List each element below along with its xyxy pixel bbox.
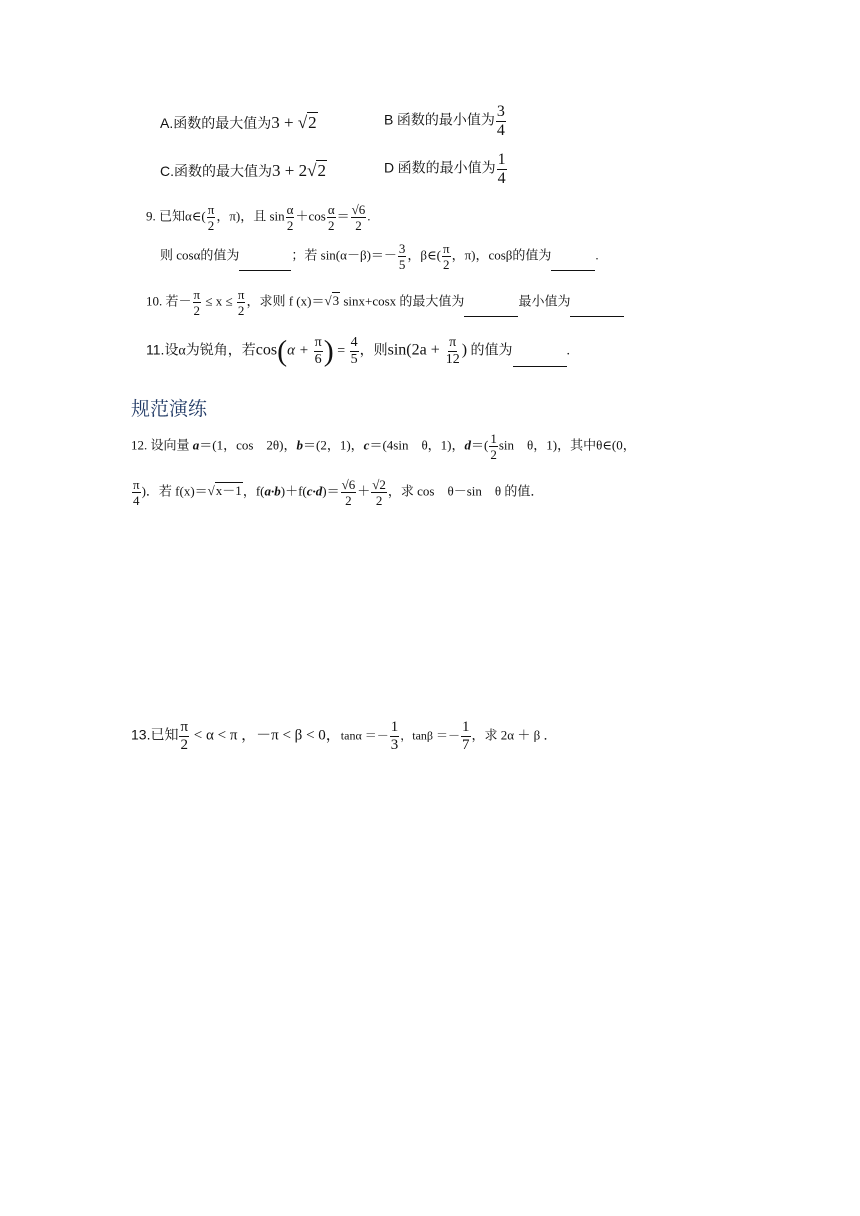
q10-blank-min[interactable] (570, 316, 624, 317)
q9-pi: π (207, 202, 215, 217)
option-d-prefix: D (384, 159, 395, 176)
q9-line2 (160, 242, 599, 271)
option-c-text: 函数的最大值为 (174, 165, 272, 180)
q9-end: . (367, 208, 371, 224)
q9-three: 3 (398, 241, 406, 256)
q10-pi-over-2-b (237, 288, 246, 317)
q12-cd: c·d (306, 483, 323, 499)
option-d (384, 152, 508, 187)
q9-sqrt6-over-2 (351, 203, 367, 232)
q11-text3: 的值为 (467, 343, 513, 359)
q11-pi-over-6 (314, 336, 323, 367)
q12-two-b: 2 (375, 493, 383, 508)
q9-eq: ＝ (336, 208, 350, 224)
q12-vec-d: d (464, 437, 471, 453)
q12-ab: a·b (264, 483, 281, 499)
q10-le: ≤ x ≤ (202, 293, 236, 309)
q11-close: ) (461, 341, 468, 359)
q12-sqrt6-radicand: 6 (348, 477, 356, 492)
q10-blank-max[interactable] (464, 316, 518, 317)
option-d-den: 4 (497, 170, 506, 187)
q10-pi-a: π (193, 287, 201, 302)
q12-pi: π (133, 477, 140, 492)
q13-pi: π (180, 719, 189, 735)
option-c-prefix: C. (160, 163, 174, 179)
q12-a-def: ＝(1，cos 2θ)， (199, 437, 297, 453)
q9-sqrt6-radicand: 6 (358, 202, 366, 217)
q12-two-a: 2 (345, 493, 352, 508)
q10-mid: ，求则 f (x)＝ (246, 293, 325, 309)
q9-alpha-b: α (327, 202, 335, 217)
q10-tail: 最小值为 (518, 293, 571, 309)
option-c-sqrt: √2 (307, 161, 326, 180)
q12-line2-e: ，求 cos θ－sin θ 的值． (387, 483, 544, 499)
q10-two-a: 2 (193, 303, 201, 318)
q12-sqrt6: √6 (341, 477, 356, 492)
q9-intro: 9. 已知α∈( (146, 208, 206, 224)
q11-four-fifths (350, 336, 359, 367)
q12-lead: 12. 设向量 (131, 437, 193, 453)
option-c-radicand: 2 (317, 161, 326, 180)
option-a-prefix: A. (160, 115, 174, 131)
q10-line (146, 288, 624, 317)
q10-sqrt3-radicand: 3 (332, 293, 340, 309)
q11-five: 5 (350, 352, 358, 367)
option-c (160, 162, 327, 180)
q13-ask: ，求 2α ＋ β ． (471, 727, 557, 743)
q9-three-fifths (398, 242, 407, 271)
q11-dot: . (566, 343, 571, 359)
q13-two: 2 (180, 737, 188, 753)
q9-sqrt6: √6 (351, 202, 366, 217)
option-a-expr (271, 113, 317, 132)
option-d-fraction (497, 152, 507, 187)
q9-two-b: 2 (327, 218, 335, 233)
option-c-expr-lead: 3 + 2 (272, 161, 308, 180)
q12-four: 4 (133, 493, 140, 508)
option-a (160, 114, 318, 132)
q9-alpha-over-2-b (327, 203, 336, 232)
q9-two-c: 2 (355, 218, 362, 233)
q9-two: 2 (207, 218, 215, 233)
q12-sqrt2-radicand: 2 (379, 477, 386, 492)
q13-three: 3 (390, 737, 399, 753)
q12-plus: ＋ (357, 483, 371, 499)
q12-sqrt-x: √x－1 (207, 483, 242, 499)
option-b (384, 104, 507, 139)
q9-plus-cos: ＋cos (295, 208, 326, 224)
q12-line2-b: ，f( (242, 483, 265, 499)
q13-tan-alpha: tanα ＝－ (340, 728, 389, 743)
q12-line1 (131, 432, 636, 461)
q11-lead: 11. (146, 341, 165, 358)
q11-pi-over-12 (445, 336, 461, 367)
q12-line2-d: )＝ (322, 483, 340, 499)
q9-pi-b: π (442, 241, 450, 256)
q9-line2-d: ，π)，cosβ的值为 (451, 247, 552, 263)
option-b-text: 函数的最小值为 (393, 113, 495, 129)
q12-vec-b: b (296, 437, 303, 453)
q12-half-num: 1 (490, 431, 497, 446)
option-a-expr-lead: 3 + (271, 113, 298, 132)
q11-line (146, 336, 570, 367)
q9-blank-1[interactable] (239, 270, 291, 271)
q12-half (489, 432, 498, 461)
q9-alpha-a: α (286, 202, 294, 217)
q13-line (131, 720, 556, 753)
q10-lead: 10. 若－ (146, 293, 192, 309)
q9-line1 (146, 203, 371, 232)
q13-seven: 7 (462, 737, 470, 753)
option-c-expr (272, 161, 327, 180)
q9-line2-c: ，β∈( (407, 247, 441, 263)
q9-two-a: 2 (286, 218, 294, 233)
q13-one-seventh (461, 720, 471, 753)
q13-pi-over-2 (179, 720, 189, 753)
q9-two-d: 2 (443, 257, 450, 272)
q9-pi-over-2 (207, 203, 216, 232)
q12-vec-c: c (363, 437, 370, 453)
option-a-sqrt: √2 (297, 113, 317, 132)
q11-twelve: 12 (445, 352, 460, 367)
q10-pi-over-2-a (193, 288, 202, 317)
q12-pi-over-4 (132, 478, 141, 507)
q11-cos: cos (255, 341, 278, 359)
q12-line2-a: )．若 f(x)＝ (141, 483, 208, 499)
q9-mid: ，π)，且 sin (216, 208, 285, 224)
section-heading: 规范演练 (131, 399, 208, 420)
q13-one-third (390, 720, 400, 753)
q10-two-b: 2 (237, 303, 245, 318)
q11-paren-close: ) (323, 334, 334, 368)
q12-sqrt2-over-2 (371, 478, 387, 507)
q11-eq: = (333, 343, 349, 359)
q12-sqrt6-over-2 (341, 478, 357, 507)
q10-pi-b: π (237, 287, 245, 302)
q12-sqrt-x-radicand: x－1 (215, 483, 242, 499)
q13-one-b: 1 (462, 719, 470, 735)
option-b-den: 4 (496, 122, 505, 139)
q9-blank-2[interactable] (551, 270, 595, 271)
q10-sqrt3: √3 (324, 293, 340, 309)
option-d-num: 1 (497, 151, 506, 168)
q12-d-rest: sin θ，1)，其中θ∈(0， (498, 437, 636, 453)
q12-line2 (131, 478, 543, 507)
q11-sin-part: sin(2a + (387, 341, 444, 359)
q11-four: 4 (350, 335, 358, 350)
q9-five: 5 (398, 257, 406, 272)
q11-alpha-plus: α + (287, 342, 313, 359)
q11-text1: 设α为锐角，若 (164, 343, 256, 359)
q12-half-den: 2 (490, 447, 497, 462)
q12-line2-c: )＋f( (280, 483, 307, 499)
q11-paren-open: ( (277, 334, 288, 368)
q9-pi-over-2-b (442, 242, 451, 271)
q12-d-open: ＝( (471, 437, 489, 453)
q12-b-def: ＝(2，1)， (302, 437, 364, 453)
q9-alpha-over-2-a (286, 203, 295, 232)
q9-line2-e: . (595, 247, 599, 263)
option-b-num: 3 (496, 103, 505, 120)
q10-func: sinx+cosx 的最大值为 (340, 293, 465, 309)
option-b-prefix: B (384, 111, 394, 128)
q12-c-def: ＝(4sin θ，1)， (369, 437, 465, 453)
q13-inequality: < α < π ，－π < β < 0， (190, 727, 341, 744)
q11-text2: ，则 (359, 343, 388, 359)
q11-pi-b: π (449, 335, 457, 350)
q9-line2-b: ；若 sin(α－β)＝－ (291, 247, 397, 263)
q11-six: 6 (314, 352, 322, 367)
q9-line2-a: 则 cosα的值为 (160, 247, 240, 263)
q11-blank[interactable] (513, 366, 567, 367)
option-b-fraction (496, 104, 506, 139)
option-d-text: 函数的最小值为 (394, 161, 496, 177)
option-a-radicand: 2 (308, 113, 317, 132)
q12-sqrt2: √2 (372, 477, 386, 492)
q13-lead: 13.已知 (131, 726, 179, 743)
option-a-text: 函数的最大值为 (173, 117, 272, 132)
q13-one-a: 1 (390, 719, 399, 735)
q13-tan-beta: ，tanβ ＝－ (400, 728, 461, 743)
q11-pi: π (314, 335, 322, 350)
q12-vec-a: a (192, 437, 200, 453)
